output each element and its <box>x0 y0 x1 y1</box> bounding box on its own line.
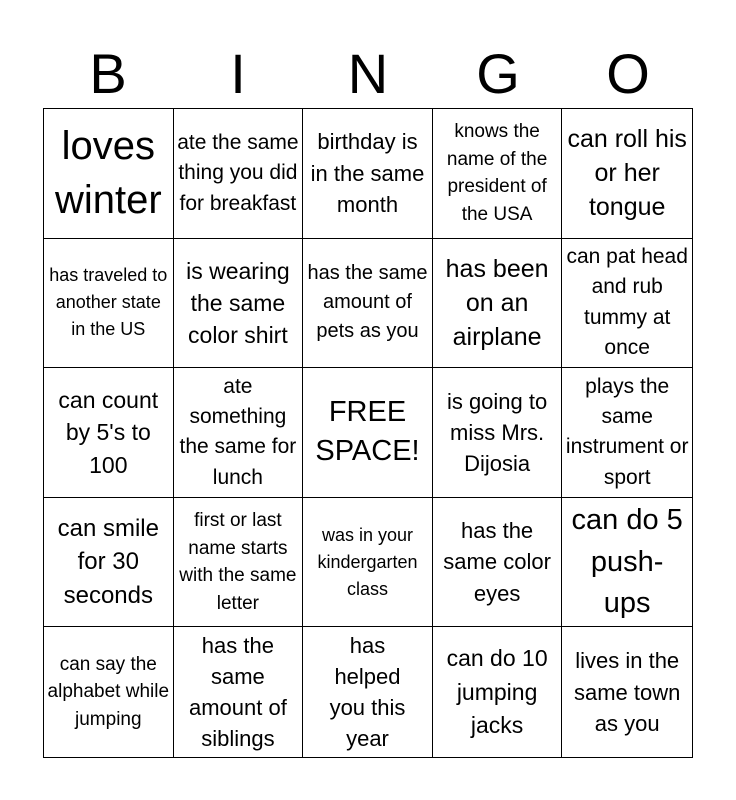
cell-text: loves winter <box>54 124 162 223</box>
header-letter-o: O <box>606 42 650 105</box>
bingo-cell[interactable] <box>44 109 174 239</box>
cell-text: can roll his or her tongue <box>567 125 687 222</box>
cell-text: ate the same thing you did for breakfast <box>177 130 299 215</box>
cell-text: can smile for 30 seconds <box>57 514 159 609</box>
bingo-cell[interactable] <box>562 498 692 628</box>
bingo-cell[interactable] <box>44 498 174 628</box>
bingo-cell[interactable] <box>433 368 563 498</box>
bingo-cell[interactable] <box>433 109 563 239</box>
bingo-cell[interactable] <box>562 109 692 239</box>
cell-text: has helped you this year <box>329 632 406 752</box>
bingo-card-grid <box>43 108 693 758</box>
cell-text: lives in the same town as you <box>574 648 681 736</box>
bingo-cell[interactable] <box>303 368 433 498</box>
bingo-cell[interactable] <box>433 498 563 628</box>
cell-text: knows the name of the president of the USA <box>446 121 548 225</box>
cell-text: can do 10 jumping jacks <box>446 645 548 738</box>
cell-text: has the same color eyes <box>443 518 551 606</box>
cell-text: can count by 5's to 100 <box>58 387 159 478</box>
bingo-cell[interactable] <box>303 498 433 628</box>
bingo-cell[interactable] <box>44 368 174 498</box>
bingo-header <box>43 40 693 108</box>
cell-text: can pat head and rub tummy at once <box>566 245 688 360</box>
bingo-cell[interactable] <box>303 109 433 239</box>
bingo-cell[interactable] <box>174 239 304 369</box>
cell-text: plays the same instrument or sport <box>565 374 689 489</box>
cell-text: has the same amount of pets as you <box>307 262 428 343</box>
bingo-cell[interactable] <box>174 109 304 239</box>
cell-text: can say the alphabet while jumping <box>47 653 170 730</box>
cell-text: has the same amount of siblings <box>188 632 287 752</box>
cell-text: has been on an airplane <box>445 254 549 351</box>
cell-text: was in your kindergarten class <box>317 524 418 599</box>
header-letter-b: B <box>89 42 127 105</box>
header-letter-i: I <box>230 42 246 105</box>
cell-text: is wearing the same color shirt <box>186 257 290 348</box>
bingo-cell[interactable] <box>562 368 692 498</box>
bingo-cell[interactable] <box>562 627 692 757</box>
header-letter-n: N <box>347 42 389 105</box>
cell-text: birthday is in the same month <box>310 129 425 217</box>
bingo-cell[interactable] <box>174 498 304 628</box>
bingo-cell[interactable] <box>44 627 174 757</box>
bingo-cell[interactable] <box>174 368 304 498</box>
cell-text: is going to miss Mrs. Dijosia <box>446 388 548 477</box>
bingo-cell[interactable] <box>303 627 433 757</box>
cell-text: FREE SPACE! <box>315 396 420 468</box>
header-letter-g: G <box>476 42 520 105</box>
cell-text: has traveled to another state in the US <box>49 265 168 340</box>
bingo-cell[interactable] <box>174 627 304 757</box>
cell-text: first or last name starts with the same letter <box>179 510 297 614</box>
cell-text: can do 5 push-ups <box>571 504 683 619</box>
bingo-cell[interactable] <box>303 239 433 369</box>
bingo-cell[interactable] <box>433 239 563 369</box>
bingo-cell[interactable] <box>44 239 174 369</box>
cell-text: ate something the same for lunch <box>179 374 297 489</box>
bingo-cell[interactable] <box>562 239 692 369</box>
bingo-cell[interactable] <box>433 627 563 757</box>
